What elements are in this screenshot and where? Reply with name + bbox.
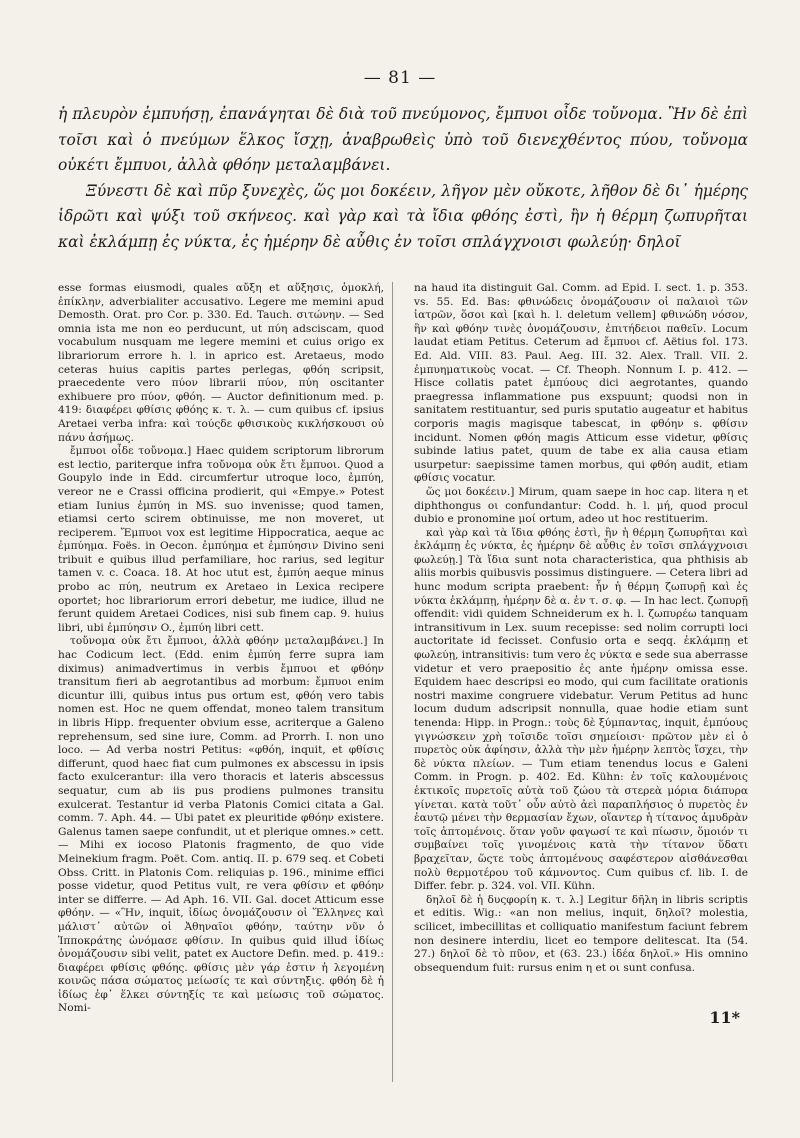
left-commentary-column xyxy=(58,282,393,1082)
page-number: — 81 — xyxy=(363,68,437,88)
signature-mark: 11* xyxy=(709,1008,740,1027)
commentary-paragraph: ὥς μοι δοκέειν.] Mirum, quam saepe in hoc cap. litera η et diphthongus οι confundantur: Codd. h. l. μή, quod procul dubio e pronomine μοί ortum, adeo ut hoc restituerim. xyxy=(414,485,748,526)
main-paragraph: Ξύνεστι δὲ καὶ πῦρ ξυνεχὲς, ὥς μοι δοκέειν, λῆγον μὲν οὔκοτε, λῆθον δὲ δι᾽ ἡμέρης ἱδρῶτι καὶ ψύξι τοῦ σκήνεος. καὶ γὰρ καὶ τὰ ἴδια φθόης ἐστὶ, ἢν ἡ θέρμη ζωπυρῆται καὶ ἐκλάμπῃ ἐς νύκτα, ἐς ἡμέρην δὲ αὖθις ἐν τοῖσι σπλάγχνοισι φωλεύῃ· δηλοῖ xyxy=(58,181,748,251)
commentary-paragraph: δηλοῖ δὲ ἡ δυςφορίη κ. τ. λ.] Legitur δῆλη in libris scriptis et editis. Wig.: «an non melius, inquit, δηλοῖ? molestia, scilicet, imbecillitas et colliquatio manifestum faciunt febrem non desinere interdiu, licet eo tempore delitescat. Ita (54. 27.) δηλοῖ δὲ τὸ πῦον, et (63. 23.) ἰδέα δηλοῖ.» His omnino obsequendum fuit: rursus enim η et οι sunt confusa. xyxy=(414,893,748,974)
commentary-paragraph: esse formas eiusmodi, quales αὔξη et αὔξησις, ὁμοκλή, ἐπίκλην, adverbialiter accusativo. Legere me memini apud Demosth. Orat. pro Cor. p. 330. Ed. Tauch. σιτώνην. — Sed omnia ista me non eo perducunt, ut πύη adsciscam, quod vocabulum nusquam me legere memini et cuius origo ex librariorum errore h. l. in aprico est. Aretaeus, modo ceteras huius capitis partes perlegas, φθόη scripsit, praecedente vero πύον librarii πύον, πύη oscitanter exhibuere pro πύον, φθόη. — Auctor definitionum med. p. 419: διαφέρει φθίσις φθόης κ. τ. λ. — cum quibus cf. ipsius Aretaei verba infra: καὶ τούςδε φθισικοὺς κικλήσκουσι οὐ πάνυ ἀσήμως. xyxy=(58,282,384,444)
commentary-paragraph: ἔμπυοι οἶδε τοὔνομα.] Haec quidem scriptorum librorum est lectio, pariterque infra τοὔνομα οὐκ ἔτι ἔμπυοι. Quod a Goupylo inde in Edd. circumfertur utroque loco, ἐμπύη, vereor ne e Crassi officina prodierit, qui «Empye.» Potest etiam Iunius ἐμπύη in MS. suo invenisse; quod tamen, etiamsi certo scirem obtinuisse, me non moveret, ut reciperem. Ἔμπυοι vox est legitime Hippocratica, aeque ac ἐμπύημα. Foës. in Oecon. ἐμπύημα et ἐμπύησιν Divino seni tribuit e quibus illud perfamiliare, hoc rarius, sed legitur tamen v. c. Coaca. 18. At hoc utut est, ἐμπύη aeque minus probo ac πύη, neutrum ex Aretaeo in Lexica recipere oportet; hoc librariorum errori debetur, me iudice, illud ne ferunt quidem Aretaei Codices, nisi sub finem cap. 9. huius libri, ubi ἐμπύησιν O., ἐμπύη libri cett. xyxy=(58,445,384,634)
commentary-paragraph: τοὔνομα οὐκ ἔτι ἔμπυοι, ἀλλὰ φθόην μεταλαμβάνει.] In hac Codicum lect. (Edd. enim ἐμπύη ferre supra iam diximus) animadvertimus in verbis ἔμπυοι et φθόην transitum fieri ab aegrotantibus ad morbum: ἔμπυοι enim dicuntur illi, quibus intus pus ortum est, φθόη vero tabis nomen est. Hoc ne quem offendat, moneo talem transitum in libris Hipp. frequenter obvium esse, acriterque a Galeno reprehensum, sed sine iure, Comm. ad Prorrh. I. non uno loco. — Ad verba nostri Petitus: «φθόη, inquit, et φθίσις differunt, quod haec fiat cum pulmones ex abscessu in ipsis facto exulcerantur: illa vero thoracis et lateris abscessus sequatur, cum ab iis pus prodiens pulmones transitu exulcerat. Testantur id verba Platonis Comici citata a Gal. comm. 7. Aph. 44. — Ubi patet ex pleuritide φθόην existere. Galenus tamen saepe confundit, ut et plerique omnes.» cett. — Mihi ex iocoso Platonis fragmento, de quo vide Meinekium fragm. Poët. Com. antiq. II. p. 679 seq. et Cobeti Obss. Critt. in Platonis Com. reliquias p. 196., minime effici posse videtur, quod Petitus vult, re vera φθίσιν et φθόην inter se differre. — Ad Aph. 16. VII. Gal. docet Atticum esse φθόην. — «Ἢν, inquit, ἰδίως ὀνομάζουσιν οἱ Ἕλληνες καὶ μάλιστ᾽ αὐτῶν οἱ Ἀθηναῖοι φθόην, ταύτην νῦν ὁ Ἱπποκράτης ὠνόμασε φθίσιν. In quibus quid illud ἰδίως ὀνομάζουσιν sibi velit, patet ex Auctore Defin. med. p. 419.: διαφέρει φθίσις φθόης. φθίσις μὲν γάρ ἐστιν ἡ λεγομένη κοινῶς πάσα σώματος μείωσίς τε καὶ σύντηξις. φθόη δὲ ἡ ἰδίως ἐφ᾽ ἕλκει σύντηξίς τε καὶ μείωσις τοῦ σώματος. Nomi- xyxy=(58,635,384,1015)
commentary-paragraph: na haud ita distinguit Gal. Comm. ad Epid. I. sect. 1. p. 353. vs. 55. Ed. Bas: φθινώδεις ὀνομάζουσιν οἱ παλαιοὶ τῶν ἰατρῶν, ὅσοι καὶ [καὶ h. l. deletum vellem] φθινώδη νόσον, ἣν καὶ φθόην τινὲς ὀνομάζουσιν, ἐπιτήδειοι παθεῖν. Locum laudat etiam Petitus. Ceterum ad ἔμπυοι cf. Aëtius fol. 173. Ed. Ald. VIII. 83. Paul. Aeg. III. 32. Alex. Trall. VII. 2. ἐμπυηματικοὺς vocat. — Cf. Theoph. Nonnum I. p. 412. — Hisce collatis patet ἐμπύους dici aegrotantes, quando praegressa inflammatione pus exspuunt; quodsi non in sanitatem restituantur, sed puris sputatio augeatur et habitus corporis magis magisque tabescat, in φθόην s. φθίσιν incidunt. Nomen φθόη magis Atticum esse videtur, φθίσις subinde latius patet, quum de tabe ex alia causa etiam usurpetur: saepissime tamen morbus, qui φθόη audit, etiam φθίσις vocatur. xyxy=(414,282,748,485)
main-greek-text xyxy=(58,102,748,255)
commentary-columns xyxy=(58,282,748,1082)
commentary-paragraph: καὶ γὰρ καὶ τὰ ἴδια φθόης ἐστὶ, ἢν ἡ θέρμη ζωπυρῆται καὶ ἐκλάμπῃ ἐς νύκτα, ἐς ἡμέρην δὲ αὖθις ἐν τοῖσι σπλάγχνοισι φωλεύῃ.] Τὰ ἴδια sunt nota characteristica, qua phthisis ab aliis morbis quibusvis possimus distinguere. — Cetera libri ad hunc modum scripta praebent: ἦν ἡ θέρμη ζωπυρῇ καὶ ἐς νύκτα ἐκλάμπῃ, ἡμέρην δὲ α. ἐν τ. σ. φ. — In hac lect. ζωπυρῇ offendit: vidi quidem Schneiderum ex h. l. ζωπυρέω tanquam intransitivum in Lex. suum recepisse: sed nolim corrupti loci auctoritate id fecisset. Confusio orta e seqq. ἐκλάμπῃ et φωλεύῃ, intransitivis: tum vero ἐς νύκτα e sede sua aberrasse videtur et vero praepositio ἐς ante ἡμέρην omissa esse. Equidem haec descripsi eo modo, qui cum facilitate orationis nostri maxime congruere videbatur. Verum Petitus ad hunc locum dudum adscripsit nonnulla, quae hodie etiam sunt tenenda: Hipp. in Progn.: τοὺς δὲ ξύμπαντας, inquit, ἐμπύους γιγνώσκειν χρὴ τοῖσιδε τοῖσι σημείοισι· πρῶτον μὲν εἰ ὁ πυρετὸς οὐκ ἀφίησιν, ἀλλὰ τὴν μὲν ἡμέρην λεπτὸς ἴσχει, τὴν δὲ νύκτα πλείων. — Tum etiam tenendus locus e Galeni Comm. in Progn. p. 402. Ed. Kühn: ἐν τοῖς καλουμένοις ἑκτικοῖς πυρετοῖς αὐτὰ τοῦ ζώου τὰ στερεὰ μόρια διάπυρα γίνεται. κατὰ τοῦτ᾽ οὖν αὐτὸ ἀεὶ παραπλήσιος ὁ πυρετὸς ἐν ἑαυτῷ μένει τὴν θερμασίαν ἔχων, οἵαντερ ἡ τίτανος ἀμυδρὰν τοῖς ἁπτομένοις. ὅταν γοῦν φαγωσί τε καὶ πίωσιν, ὅμοιόν τι συμβαίνει τοῖς γινομένοις κατὰ τὴν τίτανον ὕδατι βραχεῖταν, ὥςτε τοὺς ἁπτομένους σαφέστερον αἰσθάνεσθαι πολὺ θερμοτέρου τοῦ κάμνοντος. Cum quibus cf. lib. I. de Differ. febr. p. 324. vol. VII. Kühn. xyxy=(414,526,748,893)
main-paragraph: ἡ πλευρὸν ἐμπυήσῃ, ἐπανάγηται δὲ διὰ τοῦ πνεύμονος, ἔμπυοι οἶδε τοὔνομα. Ἢν δὲ ἐπὶ τοῖσι καὶ ὁ πνεύμων ἕλκος ἴσχῃ, ἀναβρωθεὶς ὑπὸ τοῦ διενεχθέντος πύου, τοὔνομα οὐκέτι ἔμπυοι, ἀλλὰ φθόην μεταλαμβάνει. xyxy=(58,105,748,174)
right-commentary-column xyxy=(414,282,748,1082)
